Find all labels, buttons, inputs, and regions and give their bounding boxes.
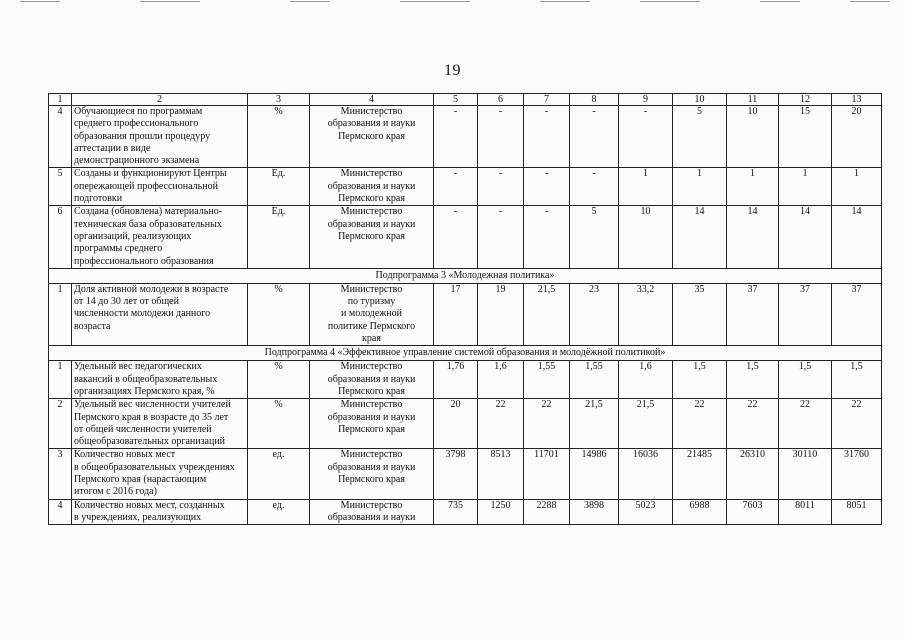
responsible-ministry: [310, 283, 434, 345]
ministry-line: Министерство: [340, 168, 403, 180]
value-cell: 1,55: [570, 361, 619, 399]
indicator-name: [72, 283, 248, 345]
value-cell: 19: [478, 283, 524, 345]
column-header: 2: [72, 94, 248, 106]
indicator-name-line: Удельный вес численности учителей: [74, 399, 231, 411]
indicator-name-line: Пермского края в возрасте до 35 лет: [74, 411, 229, 423]
value-cell: -: [619, 106, 673, 168]
responsible-ministry: [310, 206, 434, 268]
unit-cell: %: [248, 399, 310, 449]
ministry-line: Пермского края: [338, 130, 405, 142]
value-cell: 10: [727, 106, 779, 168]
row-number: 5: [49, 168, 72, 206]
ministry-line: по туризму: [347, 296, 396, 308]
value-cell: -: [524, 206, 570, 268]
value-cell: 6988: [673, 499, 727, 525]
value-cell: 16036: [619, 449, 673, 499]
value-cell: -: [434, 206, 478, 268]
value-cell: 735: [434, 499, 478, 525]
value-cell: 1,6: [619, 361, 673, 399]
value-cell: 1,76: [434, 361, 478, 399]
value-cell: 31760: [832, 449, 882, 499]
column-header: 11: [727, 94, 779, 106]
row-number: 6: [49, 206, 72, 268]
ministry-line: образования и науки: [327, 218, 416, 230]
indicator-name-line: Создана (обновлена) материально-: [74, 206, 223, 218]
value-cell: -: [570, 168, 619, 206]
value-cell: 30110: [779, 449, 832, 499]
value-cell: 21,5: [524, 283, 570, 345]
value-cell: 3798: [434, 449, 478, 499]
column-header: 9: [619, 94, 673, 106]
table-row: [49, 106, 882, 168]
indicator-name-line: среднего профессионального: [74, 118, 199, 130]
table-row: [49, 283, 882, 345]
subprogram-title: Подпрограмма 4 «Эффективное управление системой образования и молодёжной политикой»: [49, 346, 882, 361]
ministry-line: Пермского края: [338, 230, 405, 242]
value-cell: 5: [673, 106, 727, 168]
indicator-name-line: Созданы и функционируют Центры: [74, 168, 227, 180]
ministry-line: образования и науки: [327, 118, 416, 130]
subprogram-title: Подпрограмма 3 «Молодежная политика»: [49, 268, 882, 283]
indicator-name-line: в общеобразовательных учреждениях: [74, 461, 235, 473]
unit-cell: Ед.: [248, 168, 310, 206]
value-cell: 22: [727, 399, 779, 449]
indicator-name-line: Обучающиеся по программам: [74, 106, 203, 117]
indicator-name-line: Количество новых мест: [74, 449, 176, 461]
value-cell: 8011: [779, 499, 832, 525]
column-header: 3: [248, 94, 310, 106]
column-header: 1: [49, 94, 72, 106]
value-cell: 22: [779, 399, 832, 449]
indicator-name: [72, 206, 248, 268]
value-cell: -: [524, 106, 570, 168]
unit-cell: %: [248, 106, 310, 168]
table-row: [49, 399, 882, 449]
value-cell: 3898: [570, 499, 619, 525]
responsible-ministry: [310, 449, 434, 499]
table-body: [49, 94, 882, 525]
indicator-name-line: аттестации в виде: [74, 142, 151, 154]
indicator-name-line: в учреждениях, реализующих: [74, 511, 202, 523]
value-cell: -: [478, 206, 524, 268]
ministry-line: образования и науки: [327, 511, 416, 523]
value-cell: 22: [673, 399, 727, 449]
value-cell: 14: [673, 206, 727, 268]
ministry-line: Министерство: [340, 206, 403, 218]
ministry-line: Министерство: [340, 499, 403, 511]
value-cell: 14: [727, 206, 779, 268]
unit-cell: ед.: [248, 499, 310, 525]
value-cell: 35: [673, 283, 727, 345]
value-cell: 14986: [570, 449, 619, 499]
value-cell: 1,55: [524, 361, 570, 399]
column-header: 12: [779, 94, 832, 106]
value-cell: 23: [570, 283, 619, 345]
indicator-name: [72, 449, 248, 499]
table-row: [49, 168, 882, 206]
value-cell: 26310: [727, 449, 779, 499]
column-header: 13: [832, 94, 882, 106]
column-number-row: [49, 94, 882, 106]
indicator-name-line: от общей численности учителей: [74, 423, 212, 435]
ministry-line: образования и науки: [327, 461, 416, 473]
indicator-name-line: Пермского края (нарастающим: [74, 474, 207, 486]
indicator-name-line: Удельный вес педагогических: [74, 361, 202, 373]
value-cell: 10: [619, 206, 673, 268]
responsible-ministry: [310, 106, 434, 168]
indicator-name: [72, 168, 248, 206]
value-cell: -: [478, 168, 524, 206]
value-cell: 7603: [727, 499, 779, 525]
value-cell: 5: [570, 206, 619, 268]
ministry-line: Министерство: [340, 361, 403, 373]
indicator-name: [72, 399, 248, 449]
value-cell: 1: [779, 168, 832, 206]
table-row: [49, 499, 882, 525]
indicator-name-line: итогом с 2016 года): [74, 486, 157, 498]
value-cell: -: [434, 168, 478, 206]
responsible-ministry: [310, 399, 434, 449]
ministry-line: Министерство: [340, 449, 403, 461]
ministry-line: Министерство: [340, 399, 403, 411]
indicator-name-line: профессионального образования: [74, 255, 214, 267]
ministry-line: Министерство: [340, 106, 403, 117]
value-cell: 20: [434, 399, 478, 449]
value-cell: 1250: [478, 499, 524, 525]
indicator-name: [72, 361, 248, 399]
value-cell: 14: [779, 206, 832, 268]
unit-cell: %: [248, 283, 310, 345]
indicators-table: [48, 93, 882, 525]
value-cell: 33,2: [619, 283, 673, 345]
value-cell: 1: [832, 168, 882, 206]
indicator-name-line: общеобразовательных организаций: [74, 436, 226, 448]
value-cell: -: [478, 106, 524, 168]
value-cell: 8051: [832, 499, 882, 525]
value-cell: 8513: [478, 449, 524, 499]
section-row: [49, 346, 882, 361]
value-cell: 21,5: [570, 399, 619, 449]
unit-cell: %: [248, 361, 310, 399]
column-header: 8: [570, 94, 619, 106]
column-header: 10: [673, 94, 727, 106]
value-cell: 22: [478, 399, 524, 449]
indicator-name-line: опережающей профессиональной: [74, 180, 218, 192]
value-cell: 37: [832, 283, 882, 345]
value-cell: 11701: [524, 449, 570, 499]
indicator-name-line: от 14 до 30 лет от общей: [74, 296, 179, 308]
indicator-name: [72, 106, 248, 168]
unit-cell: ед.: [248, 449, 310, 499]
page-number: 19: [444, 62, 461, 79]
ministry-line: Министерство: [340, 283, 403, 295]
ministry-line: политике Пермского: [327, 320, 416, 332]
row-number: 4: [49, 106, 72, 168]
column-header: 5: [434, 94, 478, 106]
ministry-line: Пермского края: [338, 423, 405, 435]
section-row: [49, 268, 882, 283]
ministry-line: образования и науки: [327, 411, 416, 423]
value-cell: 20: [832, 106, 882, 168]
table-row: [49, 206, 882, 268]
ministry-line: края: [362, 333, 381, 345]
value-cell: 22: [832, 399, 882, 449]
value-cell: 37: [779, 283, 832, 345]
indicator-name-line: Доля активной молодежи в возрасте: [74, 283, 229, 295]
value-cell: 1: [673, 168, 727, 206]
value-cell: 21485: [673, 449, 727, 499]
indicator-name: [72, 499, 248, 525]
value-cell: 1,5: [779, 361, 832, 399]
value-cell: -: [524, 168, 570, 206]
ministry-line: и молодежной: [341, 308, 402, 320]
ministry-line: образования и науки: [327, 180, 416, 192]
indicator-name-line: демонстрационного экзамена: [74, 155, 200, 167]
indicator-name-line: численности молодежи данного: [74, 308, 211, 320]
value-cell: 5023: [619, 499, 673, 525]
indicator-name-line: программы среднего: [74, 243, 163, 255]
indicator-name-line: возраста: [74, 320, 111, 332]
indicator-name-line: образования прошли процедуру: [74, 130, 211, 142]
scan-top-rule: [0, 0, 905, 4]
value-cell: 1,5: [832, 361, 882, 399]
row-number: 2: [49, 399, 72, 449]
value-cell: 1,5: [727, 361, 779, 399]
value-cell: 1: [619, 168, 673, 206]
value-cell: 1,5: [673, 361, 727, 399]
value-cell: 1: [727, 168, 779, 206]
indicator-name-line: организациях Пермского края, %: [74, 385, 215, 397]
indicator-name-line: подготовки: [74, 193, 123, 205]
value-cell: 2288: [524, 499, 570, 525]
ministry-line: Пермского края: [338, 385, 405, 397]
table-row: [49, 449, 882, 499]
column-header: 4: [310, 94, 434, 106]
indicator-name-line: техническая база образовательных: [74, 218, 222, 230]
ministry-line: Пермского края: [338, 193, 405, 205]
value-cell: 15: [779, 106, 832, 168]
row-number: 1: [49, 361, 72, 399]
value-cell: 1,6: [478, 361, 524, 399]
value-cell: -: [434, 106, 478, 168]
row-number: 4: [49, 499, 72, 525]
responsible-ministry: [310, 361, 434, 399]
value-cell: 37: [727, 283, 779, 345]
row-number: 3: [49, 449, 72, 499]
value-cell: 17: [434, 283, 478, 345]
value-cell: 22: [524, 399, 570, 449]
responsible-ministry: [310, 499, 434, 525]
ministry-line: Пермского края: [338, 474, 405, 486]
responsible-ministry: [310, 168, 434, 206]
indicator-name-line: вакансий в общеобразовательных: [74, 373, 218, 385]
row-number: 1: [49, 283, 72, 345]
column-header: 7: [524, 94, 570, 106]
value-cell: 14: [832, 206, 882, 268]
indicator-name-line: организаций, реализующих: [74, 230, 192, 242]
column-header: 6: [478, 94, 524, 106]
indicator-name-line: Количество новых мест, созданных: [74, 499, 225, 511]
ministry-line: образования и науки: [327, 373, 416, 385]
table-row: [49, 361, 882, 399]
value-cell: 21,5: [619, 399, 673, 449]
unit-cell: Ед.: [248, 206, 310, 268]
value-cell: -: [570, 106, 619, 168]
